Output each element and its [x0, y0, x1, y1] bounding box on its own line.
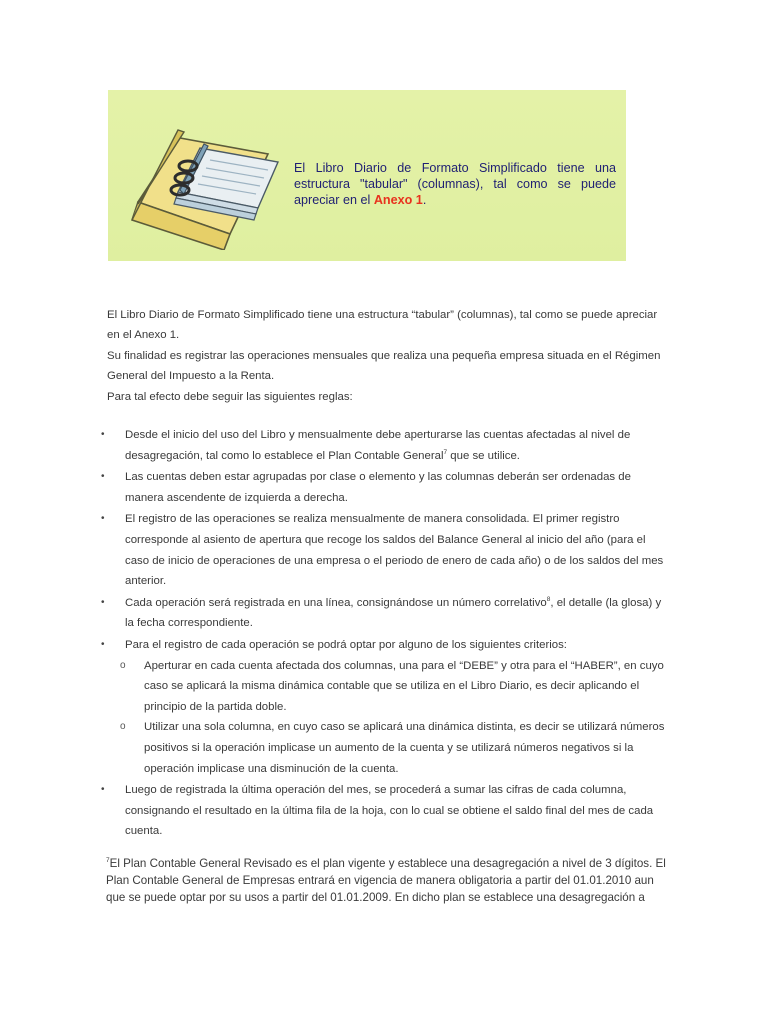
banner-text-accent: Anexo 1: [373, 193, 423, 207]
banner-image: [108, 90, 626, 261]
rule-text: El registro de las operaciones se realiza mensualmente de manera consolidada. El primer registro corresponde al asiento de apertura que recoge los saldos del Balance General al inicio del año (para el caso de inicio de operaciones de una empresa o el periodo de enero de cada año) o de los saldos del mes anterior.: [125, 513, 664, 588]
criteria-sublist: [120, 656, 666, 780]
banner-text: [294, 160, 616, 208]
rule-text: Cada operación será registrada en una línea, consignándose un número correlativo: [125, 596, 547, 609]
footnote-ref: 7: [443, 448, 448, 456]
rule-text-end: , el detalle (la glosa) y la fecha correspondiente.: [125, 596, 662, 630]
bullet-icon: •: [101, 638, 105, 650]
circle-bullet-icon: o: [120, 721, 126, 733]
rules-list: [96, 425, 666, 843]
banner-text-end: .: [422, 193, 427, 207]
footnote: [106, 856, 666, 906]
list-item: [96, 509, 666, 591]
circle-bullet-icon: o: [120, 659, 126, 671]
sub-list-item: [120, 656, 666, 718]
sub-rule-text: Utilizar una sola columna, en cuyo caso se aplicará una dinámica distinta, es decir se utilizará números positivos si la operación implicase un aumento de la cuenta y se utilizará números negativos si la operación implicase una disminución de la cuenta.: [144, 721, 665, 775]
sub-list-item: [120, 717, 666, 779]
rule-text: Luego de registrada la última operación del mes, se procederá a sumar las cifras de cada columna, consignando el resultado en la última fila de la hoja, con lo cual se obtiene el saldo final del mes de cada cuenta.: [125, 784, 654, 838]
bullet-icon: •: [101, 596, 105, 608]
intro-paragraph: Para tal efecto debe seguir las siguientes reglas:: [107, 390, 353, 403]
binder-book-icon: [118, 110, 288, 250]
rule-text: Desde el inicio del uso del Libro y mensualmente debe aperturarse las cuentas afectadas al nivel de desagregación, tal como lo establece el Plan Contable General: [125, 429, 631, 462]
rule-text: Para el registro de cada operación se podrá optar por alguno de los siguientes criterios:: [125, 638, 567, 651]
list-item: [96, 635, 666, 779]
footnote-marker: 7: [106, 857, 110, 864]
list-item: [96, 425, 666, 466]
bullet-icon: •: [101, 513, 105, 525]
list-item: [96, 467, 666, 508]
bullet-icon: •: [101, 429, 105, 440]
rule-text: Las cuentas deben estar agrupadas por clase o elemento y las columnas deberán ser ordenadas de manera ascendente de izquierda a derecha.: [125, 471, 631, 504]
list-item: [96, 780, 666, 842]
footnote-text: El Plan Contable General Revisado es el plan vigente y establece una desagregación a nivel de 3 dígitos. El Plan Contable General de Empresas entrará en vigencia de manera obligatoria a partir del 01.01.2010 aun que se puede optar por su usos a partir del 01.01.2009. En dicho plan se establece una desagregación a: [106, 857, 666, 904]
intro-paragraphs: [107, 305, 662, 407]
rule-text-end: que se utilice.: [447, 449, 520, 462]
footnote-ref: 8: [546, 595, 551, 603]
intro-paragraph: Su finalidad es registrar las operaciones mensuales que realiza una pequeña empresa situada en el Régimen General del Impuesto a la Renta.: [107, 349, 661, 383]
intro-paragraph: El Libro Diario de Formato Simplificado tiene una estructura “tabular” (columnas), tal como se puede apreciar en el Anexo 1.: [107, 309, 658, 342]
sub-rule-text: Aperturar en cada cuenta afectada dos columnas, una para el “DEBE” y otra para el “HABER”, en cuyo caso se aplicará la misma dinámica contable que se utiliza en el Libro Diario, es decir aplicando el principio de la partida doble.: [144, 659, 664, 713]
list-item: [96, 593, 666, 634]
banner-text-main: El Libro Diario de Formato Simplificado tiene una estructura "tabular" (columnas), tal como se puede apreciar en el: [294, 161, 616, 207]
bullet-icon: •: [101, 471, 105, 483]
bullet-icon: •: [101, 784, 105, 796]
